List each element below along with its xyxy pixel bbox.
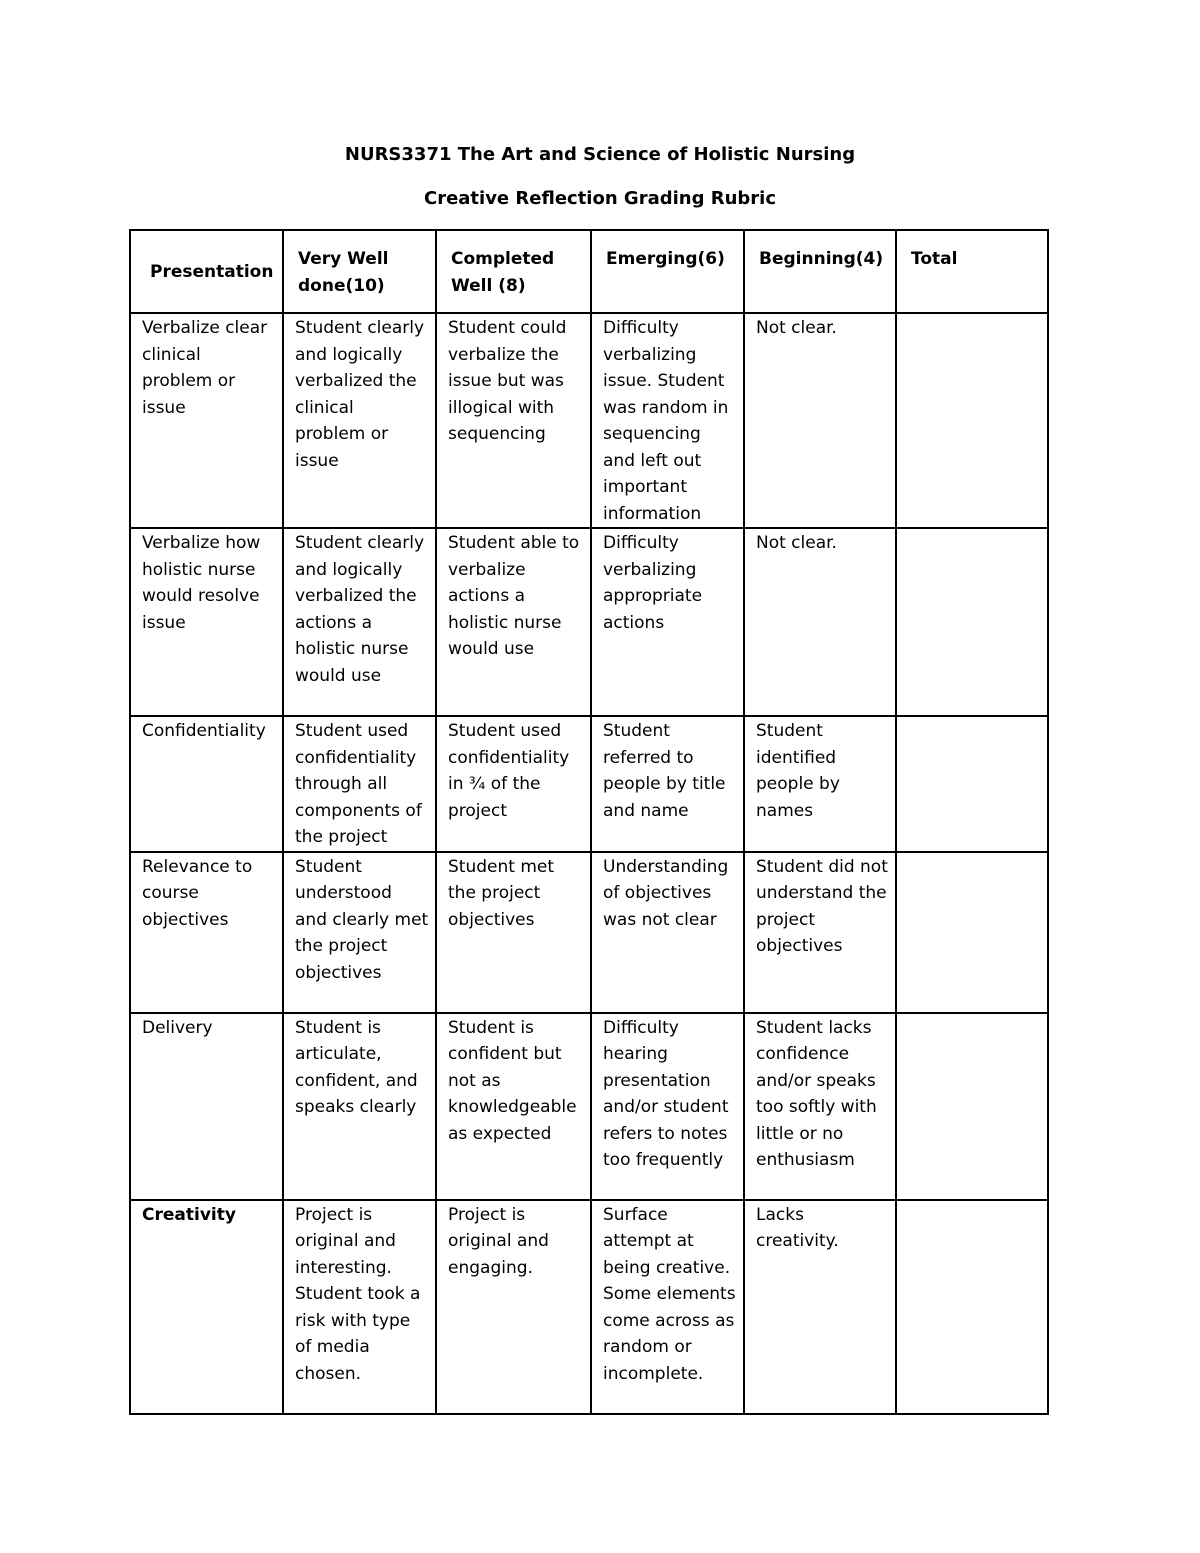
very-well-cell: Project is original and interesting. Student took a risk with type of media chosen. (283, 1200, 436, 1414)
total-cell[interactable] (896, 1013, 1048, 1200)
table-row (130, 528, 1048, 716)
beginning-cell: Not clear. (744, 313, 896, 528)
very-well-cell: Student is articulate, confident, and speaks clearly (283, 1013, 436, 1200)
table-header-row (130, 230, 1048, 313)
document-title: NURS3371 The Art and Science of Holistic Nursing (344, 144, 856, 165)
very-well-cell: Student understood and clearly met the project objectives (283, 852, 436, 1013)
header-completed-well: Completed Well (8) (436, 230, 591, 313)
total-cell[interactable] (896, 1200, 1048, 1414)
emerging-cell: Surface attempt at being creative. Some elements come across as random or incomplete. (591, 1200, 744, 1414)
very-well-cell: Student used confidentiality through all components of the project (283, 716, 436, 852)
completed-cell: Student able to verbalize actions a holistic nurse would use (436, 528, 591, 716)
completed-cell: Student met the project objectives (436, 852, 591, 1013)
table-row (130, 716, 1048, 852)
completed-cell: Student is confident but not as knowledgeable as expected (436, 1013, 591, 1200)
table-row (130, 852, 1048, 1013)
emerging-cell: Difficulty verbalizing issue. Student was random in sequencing and left out important information (591, 313, 744, 528)
total-cell[interactable] (896, 716, 1048, 852)
beginning-cell: Student did not understand the project objectives (744, 852, 896, 1013)
table-row (130, 1013, 1048, 1200)
header-very-well-done: Very Well done(10) (283, 230, 436, 313)
total-cell[interactable] (896, 528, 1048, 716)
emerging-cell: Difficulty hearing presentation and/or student refers to notes too frequently (591, 1013, 744, 1200)
completed-cell: Student could verbalize the issue but was illogical with sequencing (436, 313, 591, 528)
emerging-cell: Difficulty verbalizing appropriate actions (591, 528, 744, 716)
very-well-cell: Student clearly and logically verbalized the actions a holistic nurse would use (283, 528, 436, 716)
emerging-cell: Student referred to people by title and name (591, 716, 744, 852)
beginning-cell: Lacks creativity. (744, 1200, 896, 1414)
criterion-cell: Relevance to course objectives (130, 852, 283, 1013)
header-emerging: Emerging(6) (591, 230, 744, 313)
grading-rubric-table (129, 229, 1049, 1415)
completed-cell: Student used confidentiality in ¾ of the project (436, 716, 591, 852)
document-subtitle: Creative Reflection Grading Rubric (423, 188, 777, 209)
criterion-cell: Verbalize clear clinical problem or issue (130, 313, 283, 528)
criterion-cell: Delivery (130, 1013, 283, 1200)
table-row (130, 1200, 1048, 1414)
criterion-cell: Confidentiality (130, 716, 283, 852)
header-beginning: Beginning(4) (744, 230, 896, 313)
criterion-cell: Verbalize how holistic nurse would resolve issue (130, 528, 283, 716)
emerging-cell: Understanding of objectives was not clear (591, 852, 744, 1013)
header-total: Total (896, 230, 1048, 313)
very-well-cell: Student clearly and logically verbalized the clinical problem or issue (283, 313, 436, 528)
beginning-cell: Student identified people by names (744, 716, 896, 852)
beginning-cell: Not clear. (744, 528, 896, 716)
header-presentation: Presentation (130, 230, 283, 313)
completed-cell: Project is original and engaging. (436, 1200, 591, 1414)
table-row (130, 313, 1048, 528)
total-cell[interactable] (896, 852, 1048, 1013)
beginning-cell: Student lacks confidence and/or speaks too softly with little or no enthusiasm (744, 1013, 896, 1200)
criterion-cell: Creativity (130, 1200, 283, 1414)
total-cell[interactable] (896, 313, 1048, 528)
